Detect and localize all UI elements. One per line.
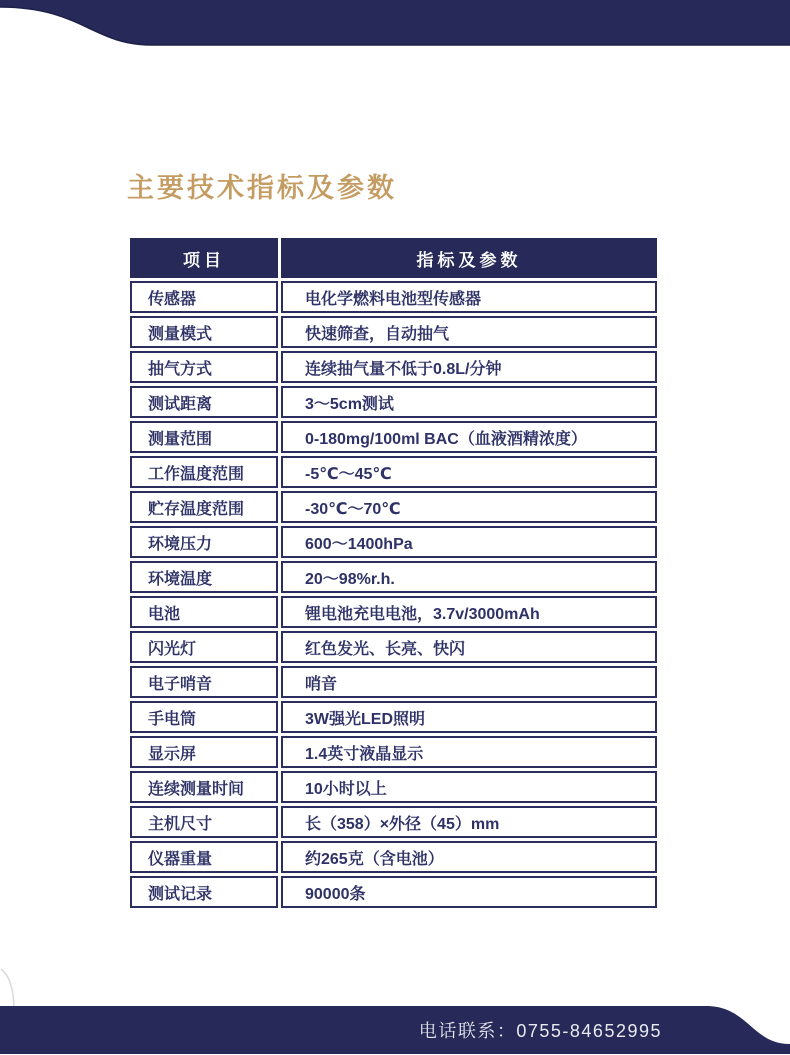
table-row <box>130 351 657 383</box>
row-value: 连续抽气量不低于0.8L/分钟 <box>281 351 657 383</box>
row-label: 测试记录 <box>130 876 278 908</box>
row-value: -5℃～45℃ <box>281 456 657 488</box>
table-header-row <box>130 238 657 278</box>
row-value: 约265克（含电池） <box>281 841 657 873</box>
row-label: 电子哨音 <box>130 666 278 698</box>
table-row <box>130 841 657 873</box>
row-value: 20～98%r.h. <box>281 561 657 593</box>
row-value: 哨音 <box>281 666 657 698</box>
table-row <box>130 526 657 558</box>
table-row <box>130 876 657 908</box>
row-value: -30℃～70℃ <box>281 491 657 523</box>
column-header-item: 项目 <box>130 238 278 278</box>
table-row <box>130 456 657 488</box>
row-label: 闪光灯 <box>130 631 278 663</box>
row-label: 主机尺寸 <box>130 806 278 838</box>
row-value: 0-180mg/100ml BAC（血液酒精浓度） <box>281 421 657 453</box>
row-value: 3W强光LED照明 <box>281 701 657 733</box>
row-value: 长（358）×外径（45）mm <box>281 806 657 838</box>
table-row <box>130 771 657 803</box>
footer-banner-wave <box>0 1005 790 1055</box>
row-label: 测试距离 <box>130 386 278 418</box>
row-value: 电化学燃料电池型传感器 <box>281 281 657 313</box>
row-value: 1.4英寸液晶显示 <box>281 736 657 768</box>
row-value: 600～1400hPa <box>281 526 657 558</box>
row-label: 环境温度 <box>130 561 278 593</box>
row-label: 贮存温度范围 <box>130 491 278 523</box>
row-label: 手电筒 <box>130 701 278 733</box>
row-label: 传感器 <box>130 281 278 313</box>
row-label: 环境压力 <box>130 526 278 558</box>
row-label: 测量范围 <box>130 421 278 453</box>
table-row <box>130 421 657 453</box>
table-row <box>130 386 657 418</box>
top-banner-wave <box>0 0 790 60</box>
row-value: 10小时以上 <box>281 771 657 803</box>
table-row <box>130 736 657 768</box>
row-label: 工作温度范围 <box>130 456 278 488</box>
table-row <box>130 596 657 628</box>
table-row <box>130 631 657 663</box>
table-row <box>130 666 657 698</box>
row-value: 红色发光、长亮、快闪 <box>281 631 657 663</box>
row-label: 显示屏 <box>130 736 278 768</box>
table-row <box>130 316 657 348</box>
table-row <box>130 561 657 593</box>
footer-contact-text: 电话联系：0755-84652995 <box>418 1021 662 1041</box>
page-title: 主要技术指标及参数 <box>127 173 397 203</box>
row-label: 测量模式 <box>130 316 278 348</box>
row-label: 连续测量时间 <box>130 771 278 803</box>
row-value: 锂电池充电电池，3.7v/3000mAh <box>281 596 657 628</box>
row-value: 快速筛查，自动抽气 <box>281 316 657 348</box>
column-header-params: 指标及参数 <box>281 238 657 278</box>
table-row <box>130 281 657 313</box>
spec-table <box>127 235 660 911</box>
row-label: 仪器重量 <box>130 841 278 873</box>
row-label: 电池 <box>130 596 278 628</box>
table-row <box>130 701 657 733</box>
row-value: 90000条 <box>281 876 657 908</box>
row-value: 3～5cm测试 <box>281 386 657 418</box>
table-row <box>130 491 657 523</box>
row-label: 抽气方式 <box>130 351 278 383</box>
table-row <box>130 806 657 838</box>
